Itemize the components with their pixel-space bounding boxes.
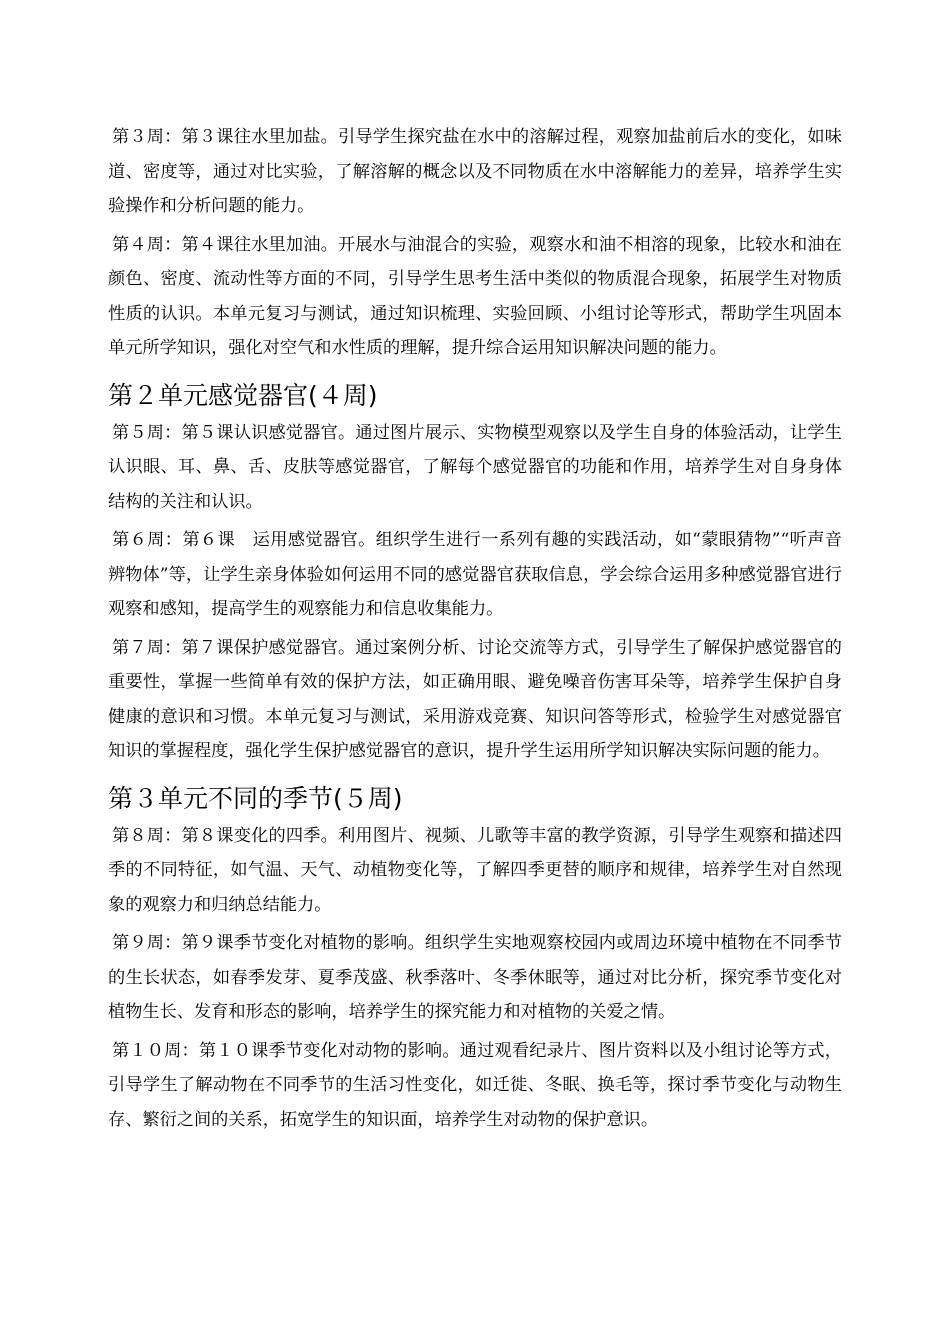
paragraph-week-5: 第５周：第５课认识感觉器官。通过图片展示、实物模型观察以及学生自身的体验活动，让学生认识眼、耳、鼻、舌、皮肤等感觉器官，了解每个感觉器官的功能和作用，培养学生对自身身体结构的关注和认识。 bbox=[108, 422, 842, 512]
unit-2-heading: 第２单元感觉器官(４周) bbox=[108, 380, 378, 410]
paragraph-week-4: 第４周：第４课往水里加油。开展水与油混合的实验，观察水和油不相溶的现象，比较水和油在颜色、密度、流动性等方面的不同，引导学生思考生活中类似的物质混合现象，拓展学生对物质性质的认识。本单元复习与测试，通过知识梳理、实验回顾、小组讨论等形式，帮助学生巩固本单元所学知识，强化对空气和水性质的理解，提升综合运用知识解决问题的能力。 bbox=[108, 234, 842, 358]
unit-2-section bbox=[108, 376, 842, 769]
paragraph-week-9: 第９周：第９课季节变化对植物的影响。组织学生实地观察校园内或周边环境中植物在不同季节的生长状态，如春季发芽、夏季茂盛、秋季落叶、冬季休眠等，通过对比分析，探究季节变化对植物生长、发育和形态的影响，培养学生的探究能力和对植物的关爱之情。 bbox=[108, 933, 842, 1022]
paragraph-week-7: 第７周：第７课保护感觉器官。通过案例分析、讨论交流等方式，引导学生了解保护感觉器官的重要性，掌握一些简单有效的保护方法，如正确用眼、避免噪音伤害耳朵等，培养学生保护自身健康的意识和习惯。本单元复习与测试，采用游戏竞赛、知识问答等形式，检验学生对感觉器官知识的掌握程度，强化学生保护感觉器官的意识，提升学生运用所学知识解决实际问题的能力。 bbox=[108, 637, 842, 761]
paragraph-week-8: 第８周：第８课变化的四季。利用图片、视频、儿歌等丰富的教学资源，引导学生观察和描述四季的不同特征，如气温、天气、动植物变化等，了解四季更替的顺序和规律，培养学生对自然现象的观察力和归纳总结能力。 bbox=[108, 825, 842, 915]
paragraph-week-10: 第１０周：第１０课季节变化对动物的影响。通过观看纪录片、图片资料以及小组讨论等方式，引导学生了解动物在不同季节的生活习性变化，如迁徙、冬眠、换毛等，探讨季节变化与动物生存、繁衍之间的关系，拓宽学生的知识面，培养学生对动物的保护意识。 bbox=[108, 1040, 842, 1130]
unit-3-section bbox=[108, 779, 842, 1138]
unit-3-heading: 第３单元不同的季节(５周) bbox=[108, 783, 403, 813]
paragraph-week-6: 第６周：第６课 运用感觉器官。组织学生进行一系列有趣的实践活动，如“蒙眼猜物”“听声音辨物体”等，让学生亲身体验如何运用不同的感觉器官获取信息，学会综合运用多种感觉器官进行观察和感知，提高学生的观察能力和信息收集能力。 bbox=[108, 530, 842, 619]
paragraph-week-3: 第３周：第３课往水里加盐。引导学生探究盐在水中的溶解过程，观察加盐前后水的变化，如味道、密度等，通过对比实验，了解溶解的概念以及不同物质在水中溶解能力的差异，培养学生实验操作和分析问题的能力。 bbox=[108, 127, 842, 216]
